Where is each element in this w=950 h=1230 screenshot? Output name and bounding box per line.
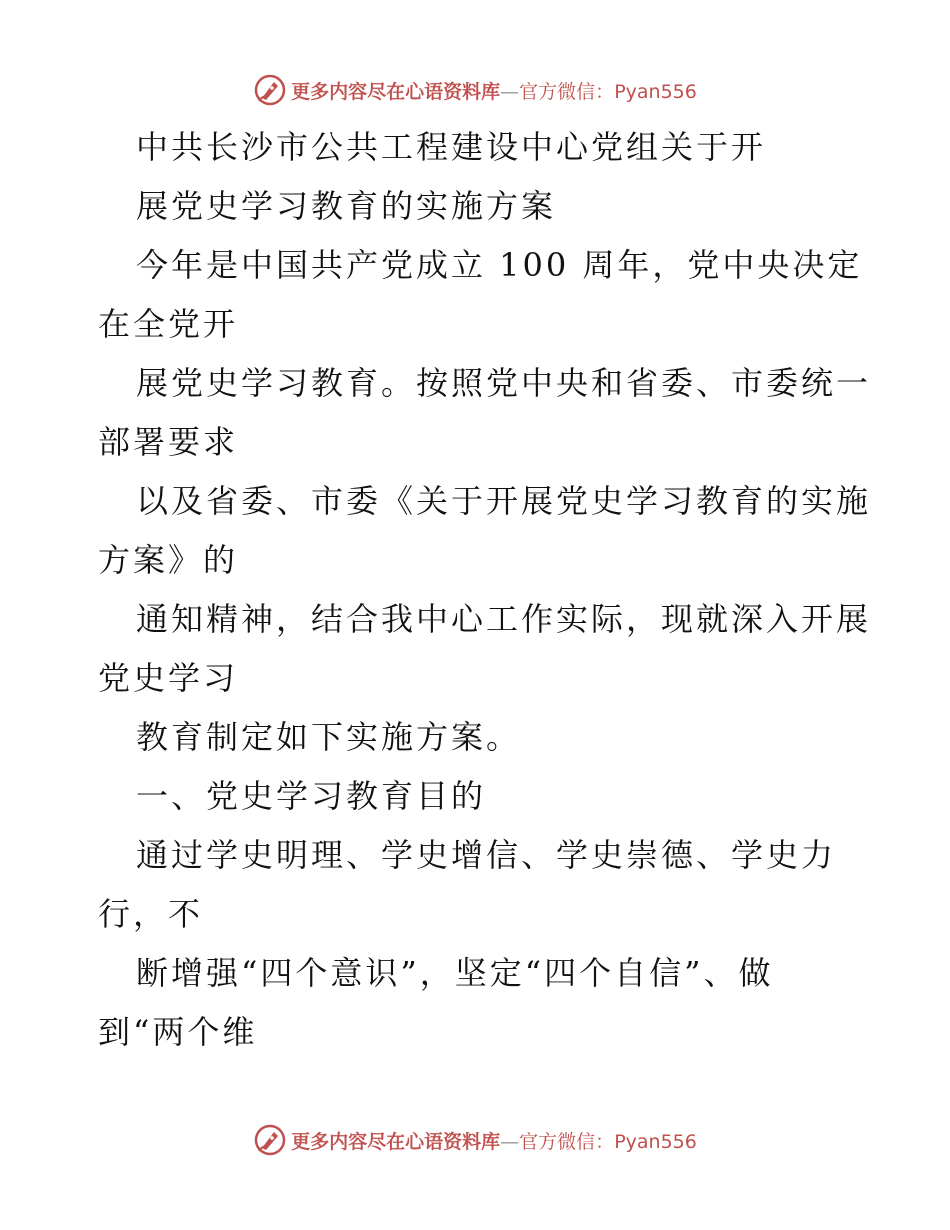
document-title-line-2: 展党史学习教育的实施方案	[136, 187, 557, 225]
header-banner-main: 更多内容尽在心语资料库	[291, 80, 501, 103]
header-banner-text	[291, 77, 697, 104]
document-body	[98, 118, 878, 1062]
pen-nib-logo-icon	[253, 1123, 287, 1157]
paragraph-line: 断增强“四个意识”，坚定“四个自信”、做	[136, 954, 774, 992]
paragraph-line: 党史学习	[98, 659, 239, 697]
paragraph-line: 通知精神，结合我中心工作实际，现就深入开展	[136, 600, 872, 638]
paragraph-line: 行，不	[98, 895, 204, 933]
footer-banner-main: 更多内容尽在心语资料库	[291, 1130, 501, 1153]
footer-banner-id: Pyan556	[614, 1130, 697, 1153]
document-title-line-1: 中共长沙市公共工程建设中心党组关于开	[136, 128, 767, 166]
footer-banner-text	[291, 1127, 697, 1154]
paragraph-line: 在全党开	[98, 305, 239, 343]
paragraph-line: 展党史学习教育。按照党中央和省委、市委统一	[136, 364, 872, 402]
header-banner-sub: 官方微信：	[519, 80, 615, 103]
paragraph-line: 部署要求	[98, 423, 239, 461]
footer-banner-sub: 官方微信：	[519, 1130, 615, 1153]
paragraph-line: 方案》的	[98, 541, 239, 579]
paragraph-line: 今年是中国共产党成立 100 周年，党中央决定	[136, 246, 863, 284]
paragraph-line: 以及省委、市委《关于开展党史学习教育的实施	[136, 482, 872, 520]
footer-banner	[0, 1120, 950, 1160]
header-banner-id: Pyan556	[614, 80, 697, 103]
header-banner-separator: —	[500, 80, 520, 103]
section-heading: 一、党史学习教育目的	[136, 777, 487, 815]
paragraph-line: 到“两个维	[98, 1013, 258, 1051]
pen-nib-logo-icon	[253, 73, 287, 107]
paragraph-line: 教育制定如下实施方案。	[136, 718, 522, 756]
paragraph-line: 通过学史明理、学史增信、学史崇德、学史力	[136, 836, 837, 874]
footer-banner-separator: —	[500, 1130, 520, 1153]
header-banner	[0, 70, 950, 110]
